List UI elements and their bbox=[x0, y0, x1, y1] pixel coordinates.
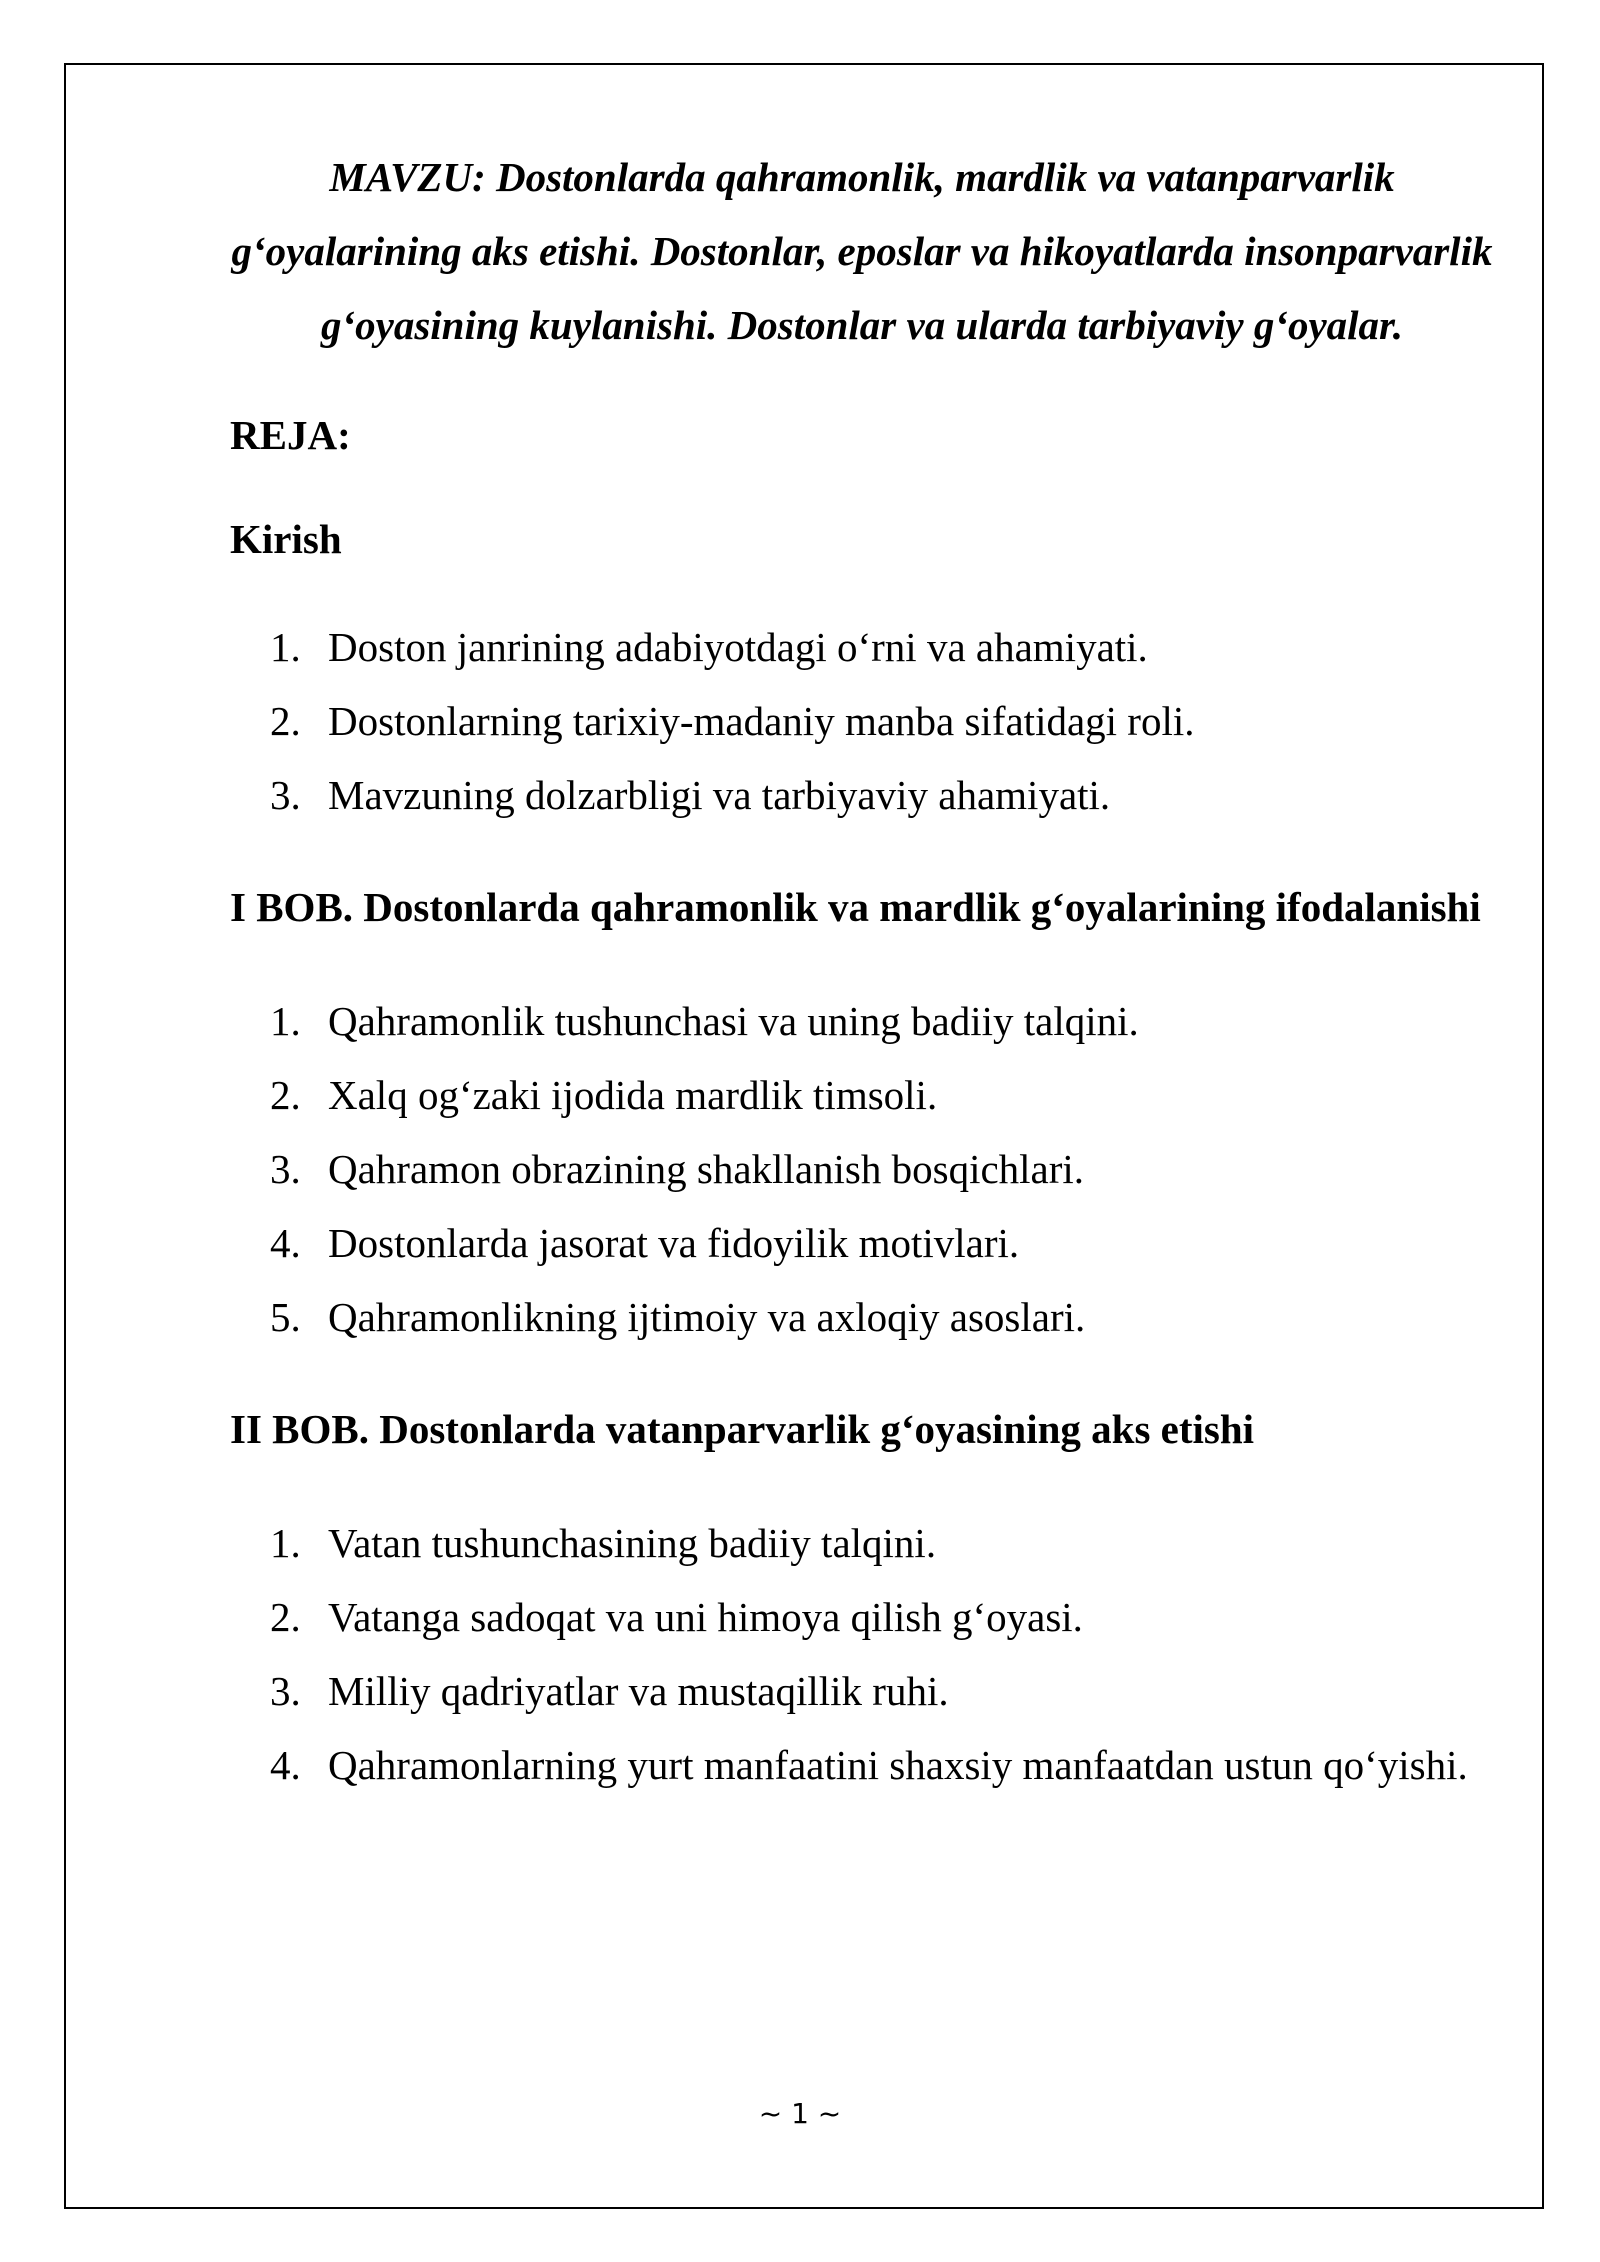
list-number: 3. bbox=[270, 1668, 301, 1714]
list-number: 2. bbox=[270, 698, 301, 744]
list-item-text: Dostonlarning tarixiy-madaniy manba sifatidagi roli. bbox=[328, 698, 1195, 744]
list-number: 1. bbox=[270, 998, 301, 1044]
intro-list bbox=[230, 610, 1494, 832]
list-number: 4. bbox=[270, 1220, 301, 1266]
list-item bbox=[230, 1580, 1494, 1654]
list-item bbox=[230, 684, 1494, 758]
list-item-text: Vatan tushunchasining badiiy talqini. bbox=[328, 1520, 937, 1566]
list-number: 1. bbox=[270, 624, 301, 670]
list-item-text: Mavzuning dolzarbligi va tarbiyaviy ahamiyati. bbox=[328, 772, 1111, 818]
list-item bbox=[230, 1058, 1494, 1132]
list-item-text: Milliy qadriyatlar va mustaqillik ruhi. bbox=[328, 1668, 949, 1714]
chapter-2-list bbox=[230, 1506, 1494, 1802]
list-item bbox=[230, 1728, 1494, 1802]
chapter-2-heading: II BOB. Dostonlarda vatanparvarlik g‘oyasining aks etishi bbox=[230, 1406, 1255, 1452]
list-item bbox=[230, 1506, 1494, 1580]
list-item-text: Doston janrining adabiyotdagi o‘rni va ahamiyati. bbox=[328, 624, 1148, 670]
list-item bbox=[230, 1206, 1494, 1280]
list-item-text: Xalq og‘zaki ijodida mardlik timsoli. bbox=[328, 1072, 938, 1118]
list-item-text: Qahramonlik tushunchasi va uning badiiy talqini. bbox=[328, 998, 1139, 1044]
chapter-1-heading: I BOB. Dostonlarda qahramonlik va mardlik g‘oyalarining ifodalanishi bbox=[230, 884, 1481, 930]
list-number: 2. bbox=[270, 1594, 301, 1640]
list-number: 1. bbox=[270, 1520, 301, 1566]
list-item bbox=[230, 984, 1494, 1058]
list-item bbox=[230, 1132, 1494, 1206]
chapter-1-list bbox=[230, 984, 1494, 1354]
list-number: 2. bbox=[270, 1072, 301, 1118]
document-title: MAVZU: Dostonlarda qahramonlik, mardlik va vatanparvarlik g‘oyalarining aks etishi. Dostonlar, eposlar va hikoyatlarda insonparvarlik g‘oyasining kuylanishi. Dostonlar va ularda tarbiyaviy g‘oyalar. bbox=[231, 154, 1493, 348]
list-item bbox=[230, 610, 1494, 684]
list-item-text: Qahramonlikning ijtimoiy va axloqiy asoslari. bbox=[328, 1294, 1086, 1340]
list-number: 5. bbox=[270, 1294, 301, 1340]
intro-heading: Kirish bbox=[230, 516, 342, 562]
list-item bbox=[230, 1280, 1494, 1354]
list-item bbox=[230, 1654, 1494, 1728]
document-body bbox=[230, 140, 1494, 1802]
list-item-text: Vatanga sadoqat va uni himoya qilish g‘oyasi. bbox=[328, 1594, 1083, 1640]
list-number: 3. bbox=[270, 772, 301, 818]
list-item-text: Qahramonlarning yurt manfaatini shaxsiy manfaatdan ustun qo‘yishi. bbox=[328, 1742, 1468, 1788]
list-number: 4. bbox=[270, 1742, 301, 1788]
list-number: 3. bbox=[270, 1146, 301, 1192]
list-item bbox=[230, 758, 1494, 832]
plan-label: REJA: bbox=[230, 412, 351, 458]
page-number: ~ 1 ~ bbox=[758, 2097, 842, 2130]
list-item-text: Qahramon obrazining shakllanish bosqichlari. bbox=[328, 1146, 1085, 1192]
list-item-text: Dostonlarda jasorat va fidoyilik motivlari. bbox=[328, 1220, 1020, 1266]
